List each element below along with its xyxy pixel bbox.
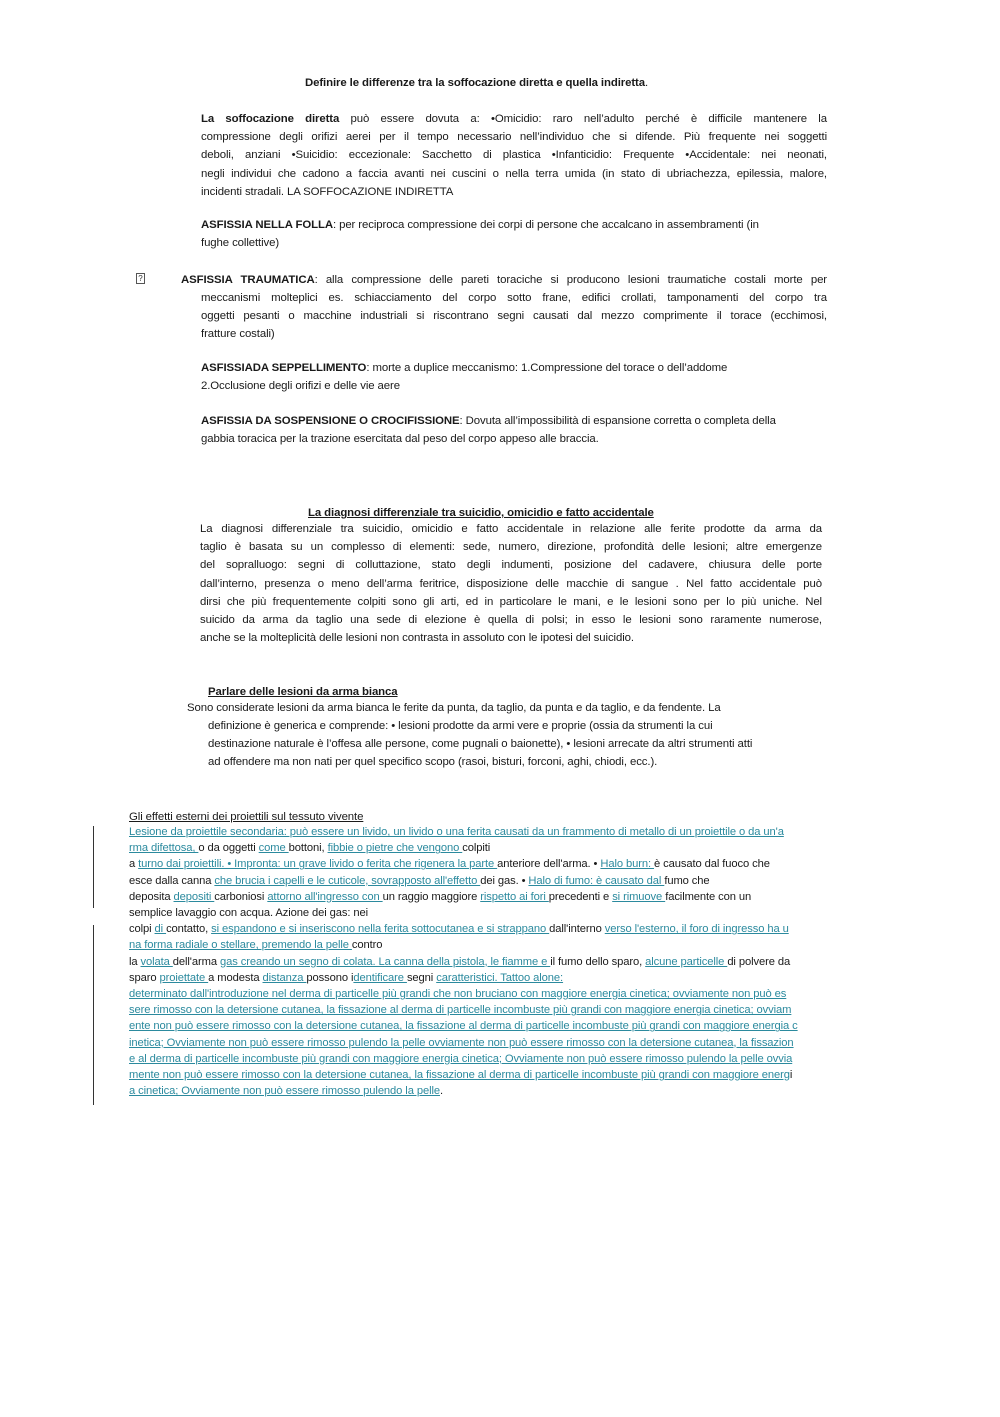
- q2-line: dall’interno, presenza o meno dell’arma feritrice, disposizione delle macchie di sangue . Nel fatto accidentale può: [200, 577, 822, 590]
- q1-p1-text: può essere dovuta a: •Omicidio: raro nell’adulto perché è difficile mantenere la: [339, 113, 827, 125]
- q1-p1-line: incidenti stradali. LA SOFFOCAZIONE INDIRETTA: [201, 185, 454, 198]
- q1-folla-lead: ASFISSIA NELLA FOLLA: [201, 219, 333, 231]
- q1-title-line: [305, 74, 648, 92]
- q4-text: precedenti e: [548, 890, 613, 903]
- q1-folla-line: [201, 216, 827, 234]
- q4-text: anteriore dell'arma. •: [497, 858, 601, 871]
- q1-sosp-lead: ASFISSIA DA SOSPENSIONE O CROCIFISSIONE: [201, 415, 460, 427]
- q2-line: La diagnosi differenziale tra suicidio, omicidio e fatto accidentale in relazione alle ferite prodotte da arma da: [200, 523, 822, 535]
- inserted-text: e al derma di particelle incombuste più grandi con maggiore energia cinetica; Ovviamente non può essere rimosso pulendo la pelle ovvia: [129, 1052, 793, 1065]
- q4-text: dei gas. •: [480, 874, 529, 887]
- inserted-text: si espandono e si inseriscono nella ferita sottocutanea e si strappano: [211, 923, 550, 936]
- q4-text: sparo: [129, 971, 160, 984]
- q3-title: Parlare delle lesioni da arma bianca: [208, 686, 398, 698]
- q1-sospensione: [201, 412, 827, 448]
- q1-sepp-line: 2.Occlusione degli orifizi e delle vie aere: [201, 380, 400, 393]
- q2-line: dirsi che più frequentemente colpiti sono gli arti, ed in particolare le mani, e le lesioni sono per lo più uniche. Nel: [200, 595, 822, 608]
- revision-bar: [93, 925, 94, 1105]
- inserted-text: mente non può essere rimosso con la detersione cutanea, la fissazione al derma di particelle incombuste più grandi con maggiore energ: [129, 1069, 790, 1082]
- q4-text: segni: [406, 971, 437, 984]
- q1-sepp-text: : morte a duplice meccanismo: 1.Compressione del torace o dell’addome: [366, 362, 728, 374]
- q1-seppellimento: [201, 359, 827, 395]
- q4-line: [129, 905, 874, 921]
- q4-line: [129, 986, 874, 1002]
- inserted-text: come: [258, 842, 289, 855]
- q4-text: possono i: [306, 971, 354, 984]
- q3-line: Sono considerate lesioni da arma bianca le ferite da punta, da taglio, da punta e da taglio, e da fendente. La: [187, 702, 721, 714]
- q4-text: la: [129, 955, 141, 968]
- inserted-text: caratteristici. Tattoo alone:: [436, 971, 564, 984]
- q1-trauma-line: oggetti pesanti o macchine industriali si riscontrano segni causati dal mezzo comprimente il torace (ecchimosi,: [201, 310, 827, 323]
- inserted-text: na forma radiale o stellare, premendo la pelle: [129, 939, 352, 952]
- q1-sepp-line: [201, 359, 827, 377]
- q3-paragraph: [208, 717, 808, 772]
- q1-p1-line: [201, 110, 827, 128]
- inserted-text: determinato dall'introduzione nel derma di particelle più grandi che non bruciano con maggiore energia cinetica; ovviamente non può es: [129, 988, 787, 1001]
- q4-line: [129, 824, 874, 840]
- q4-text: facilmente con un: [665, 890, 752, 903]
- q1-title: Definire le differenze tra la soffocazione diretta e quella indiretta: [305, 77, 645, 89]
- q4-line: [129, 954, 874, 970]
- q1-p1-line: compressione degli orifizi aerei per il tempo necessario nell’individuo che si difende. Più frequente nei soggetti: [201, 131, 827, 144]
- q4-text: è causato dal fuoco che: [654, 858, 770, 871]
- q2-line: anche se la molteplicità delle lesioni non contrasta in assoluto con le ipotesi del suicidio.: [200, 632, 634, 645]
- q4-line: [129, 1035, 874, 1051]
- q4-line: [129, 970, 874, 986]
- q1-title-end: .: [644, 77, 649, 89]
- q2-line: suicido da arma da taglio una sede di elezione è quella di polsi; in esso le lesioni sono raramente numerose,: [200, 614, 822, 627]
- q1-p1-line: negli individui che cadono a faccia avanti nei cuscini o nella terra umida (in stato di ubriachezza, epilessia, malore,: [201, 167, 827, 180]
- inserted-text: rma difettosa,: [129, 842, 199, 855]
- inserted-text: Halo di fumo: è causato dal: [528, 874, 665, 887]
- q4-line: [129, 1067, 874, 1083]
- inserted-text: dentificare: [353, 971, 407, 984]
- q4-text: il fumo dello sparo,: [550, 955, 646, 968]
- inserted-text: inetica; Ovviamente non può essere rimosso pulendo la pelle ovviamente non può essere rimosso con la detersione cutanea, la fissazion: [129, 1036, 794, 1049]
- q4-line: [129, 1083, 874, 1099]
- q4-text: contatto,: [166, 923, 212, 936]
- q1-trauma: [181, 271, 827, 289]
- q4-text: contro: [351, 939, 383, 952]
- q1-paragraph-direct: [201, 110, 827, 201]
- inserted-text: di: [154, 923, 167, 936]
- q2-line: del sopralluogo: segni di colluttazione, stato degli indumenti, posizione del cadavere, chiusura delle porte: [200, 559, 822, 572]
- q4-text: dell'arma: [172, 955, 220, 968]
- q4-text: .: [439, 1085, 443, 1098]
- q4-text: a: [129, 858, 139, 871]
- q2-paragraph: [200, 520, 822, 647]
- q3-first-line: [187, 699, 721, 717]
- q1-sosp-line: gabbia toracica per la trazione esercitata dal peso del corpo appeso alle braccia.: [201, 433, 599, 446]
- q2-title: La diagnosi differenziale tra suicidio, omicidio e fatto accidentale: [308, 507, 654, 519]
- inserted-text: rispetto ai fori: [480, 890, 549, 903]
- q3-line: definizione è generica e comprende: • lesioni prodotte da armi vere e proprie (ossia da strumenti la cui: [208, 720, 713, 732]
- q1-folla: [201, 216, 827, 252]
- q4-text: carboniosi: [214, 890, 268, 903]
- q4-line: [129, 889, 874, 905]
- q1-folla-text: : per reciproca compressione dei corpi di persone che accalcano in assembramenti (in: [332, 219, 759, 231]
- q4-line: [129, 937, 874, 953]
- revision-bar: [93, 826, 94, 908]
- q1-p1-lead: La soffocazione diretta: [201, 113, 340, 125]
- q4-text: colpiti: [462, 842, 491, 855]
- q1-p1-line: deboli, anziani •Suicidio: eccezionale: Sacchetto di plastica •Infanticidio: Frequente •Accidentale: nei neonati,: [201, 149, 827, 162]
- inserted-text: Halo burn:: [600, 858, 655, 871]
- inserted-text: proiettate: [159, 971, 209, 984]
- inserted-text: sere rimosso con la detersione cutanea, la fissazione al derma di particelle incombuste più grandi con maggiore energia cinetica; ovviam: [129, 1004, 792, 1017]
- q4-line: [129, 1051, 874, 1067]
- q4-text: o da oggetti: [198, 842, 259, 855]
- inserted-text: ente non può essere rimosso con la detersione cutanea, la fissazione al derma di particelle incombuste più grandi con maggiore energia c: [129, 1020, 798, 1033]
- inserted-text: gas creando un segno di colata. La canna della pistola, le fiamme e: [219, 955, 551, 968]
- inserted-text: fibbie o pietre che vengono: [327, 842, 463, 855]
- inserted-text: turno dai proiettili. • Impronta: un grave livido o ferita che rigenera la parte: [138, 858, 498, 871]
- q4-title: Gli effetti esterni dei proiettili sul tessuto vivente: [129, 811, 364, 823]
- q1-sosp-line: [201, 412, 827, 430]
- q4-text: esce dalla canna: [129, 874, 215, 887]
- inserted-text: si rimuove: [612, 890, 666, 903]
- q3-line: ad offendere ma non nati per quel specifico scopo (rasoi, bisturi, forconi, aghi, chiodi, ecc.).: [208, 756, 658, 769]
- q3-line: destinazione naturale è l’offesa alle persone, come pugnali o baionette), • lesioni arrecate da altri strumenti atti: [208, 738, 753, 751]
- q4-text: di polvere da: [727, 955, 791, 968]
- inserted-text: alcune particelle: [645, 955, 728, 968]
- q2-line: taglio è basata su un complesso di elementi: sede, numero, direzione, profondità delle lesioni; altre emergenze: [200, 541, 822, 554]
- inserted-text: Lesione da proiettile secondaria: può essere un livido, un livido o una ferita causati da un frammento di metallo di un proiettile o da un'a: [129, 826, 784, 838]
- q4-text: fumo che: [664, 874, 710, 887]
- q4-line: [129, 1018, 874, 1034]
- q4-line: [129, 921, 874, 937]
- inserted-text: volata: [140, 955, 173, 968]
- inserted-text: depositi: [173, 890, 215, 903]
- q4-text: dall'interno: [549, 923, 605, 936]
- inserted-text: verso l'esterno, il foro di ingresso ha u: [604, 923, 789, 936]
- q4-paragraph: [129, 824, 874, 1099]
- q1-trauma-cont: [201, 289, 827, 344]
- q4-text: bottoni,: [288, 842, 328, 855]
- q4-text: semplice lavaggio con acqua. Azione dei gas: nei: [129, 907, 368, 920]
- missing-glyph-icon: ?: [136, 273, 145, 284]
- q1-trauma-lead: ASFISSIA TRAUMATICA: [181, 274, 315, 286]
- q4-text: i: [789, 1069, 793, 1082]
- q4-text: deposita: [129, 890, 174, 903]
- q1-trauma-text: : alla compressione delle pareti toraciche si producono lesioni traumatiche costali morte per: [314, 274, 827, 286]
- inserted-text: distanza: [262, 971, 307, 984]
- q4-line: [129, 873, 874, 889]
- inserted-text: attorno all'ingresso con: [267, 890, 383, 903]
- q1-trauma-line: fratture costali): [201, 328, 275, 341]
- q4-line: [129, 1002, 874, 1018]
- q4-text: a modesta: [208, 971, 263, 984]
- q4-line: [129, 840, 874, 856]
- inserted-text: che brucia i capelli e le cuticole, sovrapposto all'effetto: [214, 874, 481, 887]
- q1-folla-line: fughe collettive): [201, 237, 280, 250]
- inserted-text: a cinetica; Ovviamente non può essere rimosso pulendo la pelle: [129, 1085, 440, 1098]
- q4-text: un raggio maggiore: [382, 890, 481, 903]
- q1-sosp-text: : Dovuta all’impossibilità di espansione corretta o completa della: [459, 415, 776, 427]
- q1-trauma-line: meccanismi molteplici es. schiacciamento del corpo sotto frane, edifici crollati, tamponamenti del corpo tra: [201, 292, 827, 304]
- q4-line: [129, 856, 874, 872]
- q1-trauma-line: [181, 271, 827, 289]
- q4-text: colpi: [129, 923, 155, 936]
- q1-sepp-lead: ASFISSIADA SEPPELLIMENTO: [201, 362, 367, 374]
